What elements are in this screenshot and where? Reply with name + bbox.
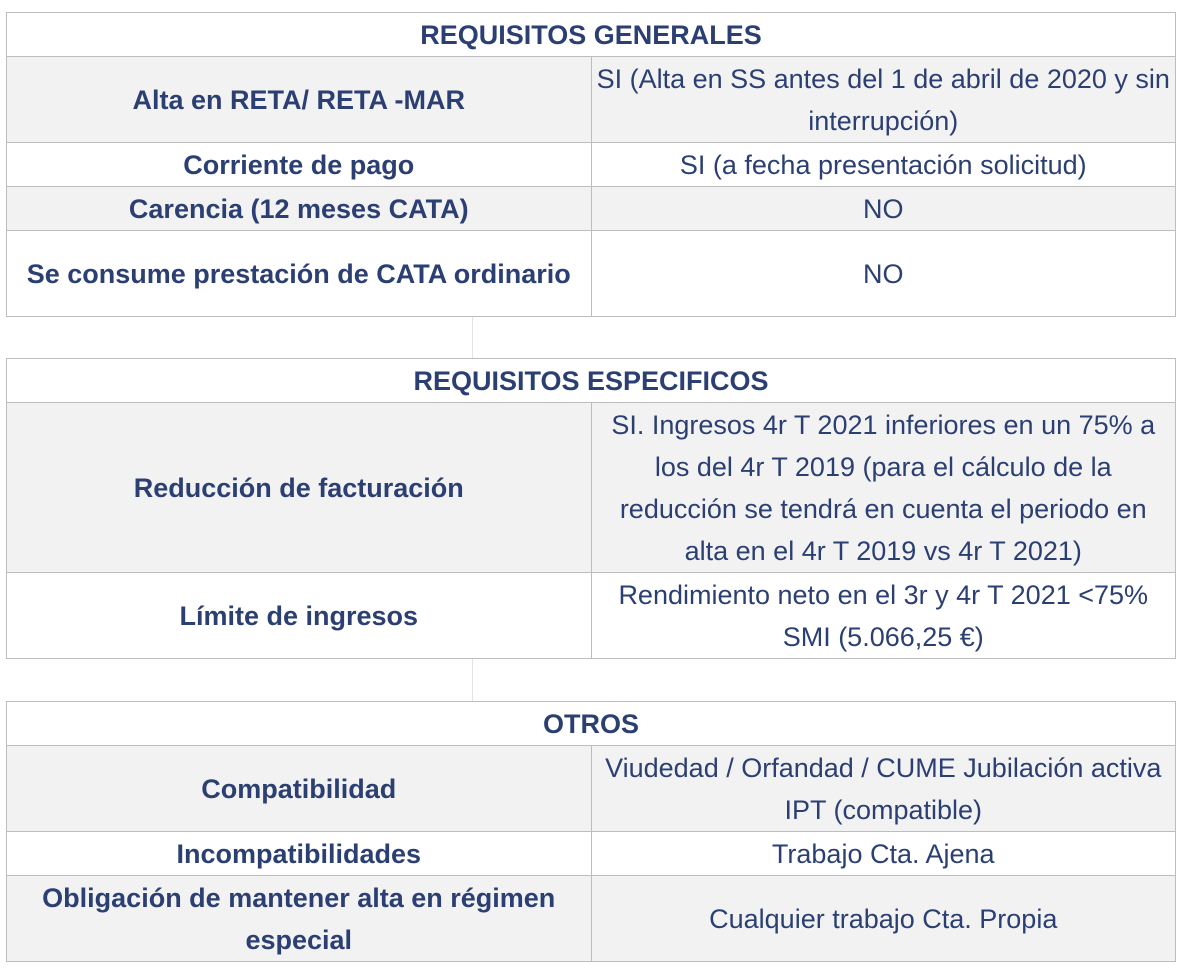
row-label: Obligación de mantener alta en régimen especial [7,876,592,962]
row-value: NO [591,187,1176,231]
table-gap-line [472,316,473,358]
section-title: REQUISITOS ESPECIFICOS [7,359,1176,403]
row-value: Trabajo Cta. Ajena [591,832,1176,876]
row-label: Reducción de facturación [7,403,592,573]
row-value: Cualquier trabajo Cta. Propia [591,876,1176,962]
row-value: SI. Ingresos 4r T 2021 inferiores en un 75% a los del 4r T 2019 (para el cálculo de la reducción se tendrá en cuenta el periodo en alta en el 4r T 2019 vs 4r T 2021) [591,403,1176,573]
otros-table [6,701,1176,962]
row-value: NO [591,231,1176,317]
table-gap-line [472,657,473,701]
row-value: Rendimiento neto en el 3r y 4r T 2021 <75% SMI (5.066,25 €) [591,573,1176,659]
row-value: SI (Alta en SS antes del 1 de abril de 2020 y sin interrupción) [591,57,1176,143]
requisitos-generales-table [6,12,1176,317]
requisitos-especificos-table [6,358,1176,659]
row-value: SI (a fecha presentación solicitud) [591,143,1176,187]
section-title: OTROS [7,702,1176,746]
row-label: Alta en RETA/ RETA -MAR [7,57,592,143]
row-label: Corriente de pago [7,143,592,187]
row-label: Se consume prestación de CATA ordinario [7,231,592,317]
row-label: Compatibilidad [7,746,592,832]
row-value: Viudedad / Orfandad / CUME Jubilación activa IPT (compatible) [591,746,1176,832]
row-label: Límite de ingresos [7,573,592,659]
section-title: REQUISITOS GENERALES [7,13,1176,57]
row-label: Incompatibilidades [7,832,592,876]
row-label: Carencia (12 meses CATA) [7,187,592,231]
